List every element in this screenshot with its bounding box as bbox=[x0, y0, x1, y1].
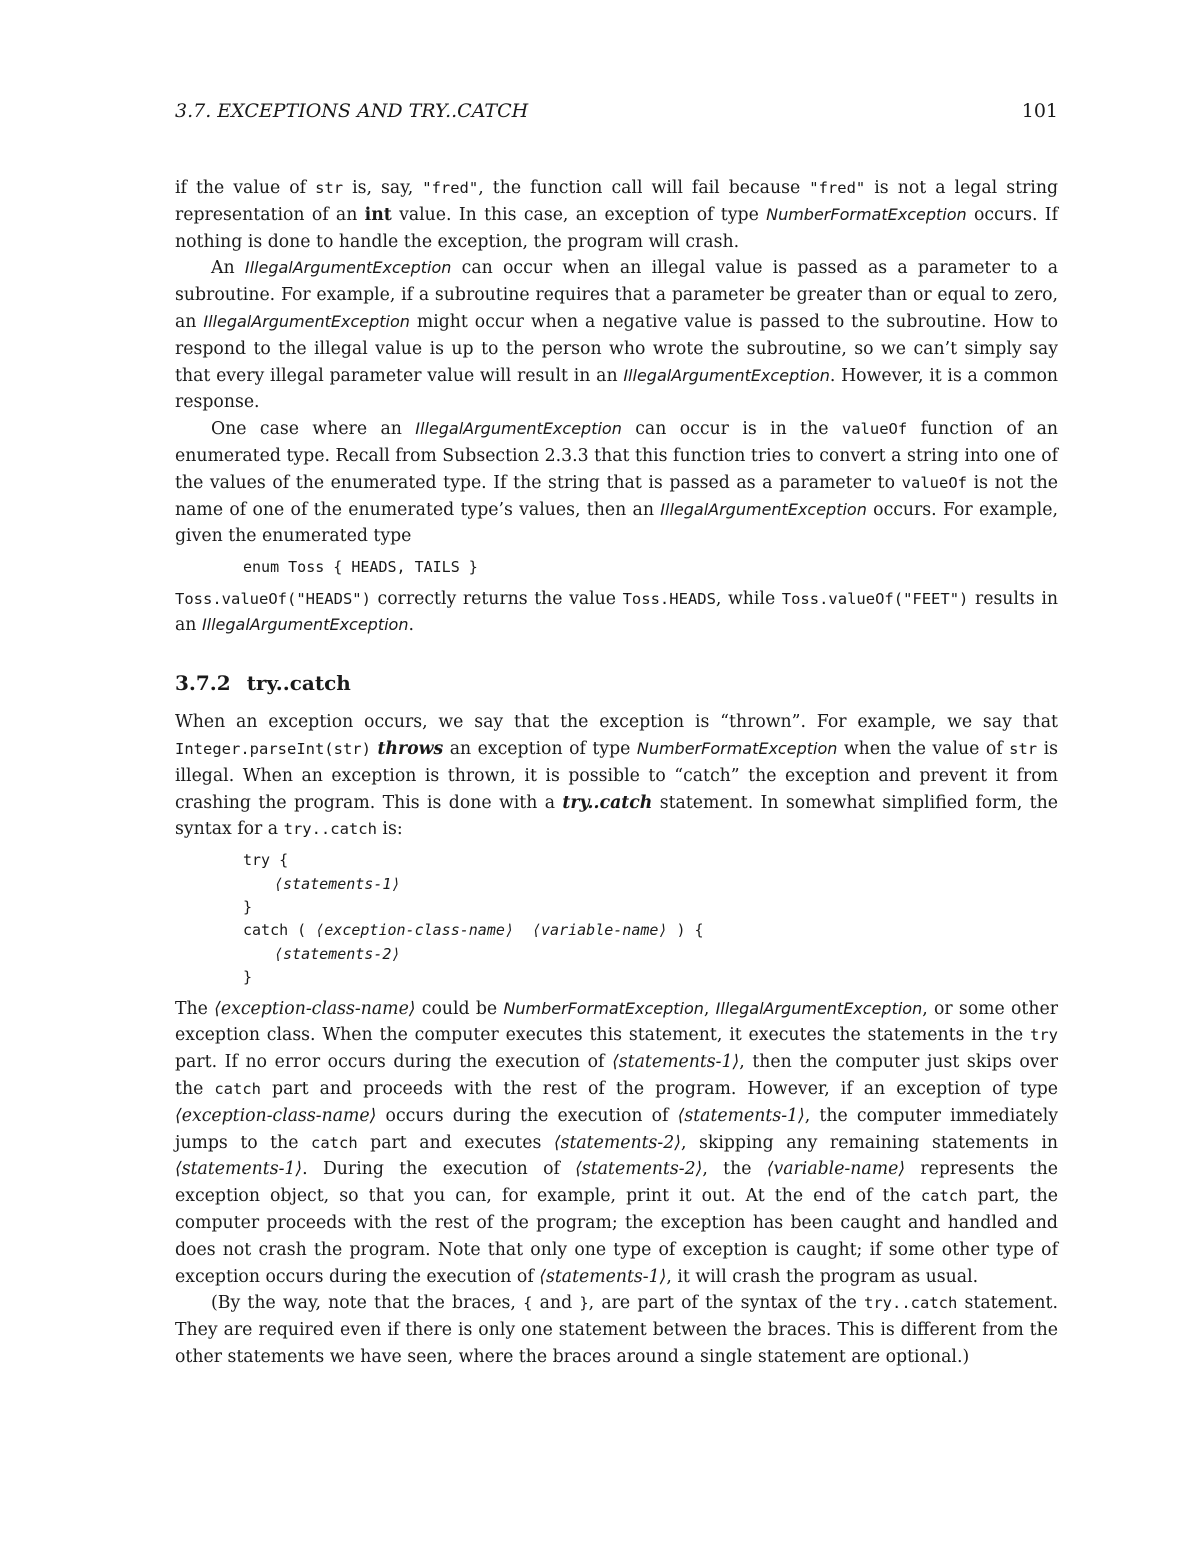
code-inline: Toss.valueOf("FEET") bbox=[781, 589, 969, 608]
paragraph-4 bbox=[175, 586, 1058, 640]
text: is not the name of one of the enumerated type’s values, then an bbox=[175, 472, 1058, 520]
paragraph-7 bbox=[175, 1290, 1058, 1370]
code-line: } bbox=[243, 968, 253, 987]
text: is not a legal string representation of an bbox=[175, 178, 1059, 225]
emphasis: throws bbox=[377, 738, 444, 759]
text: is, say, bbox=[343, 178, 423, 198]
emphasis: try..catch bbox=[562, 792, 653, 813]
text: . bbox=[408, 615, 414, 636]
section-number: 3.7.2 bbox=[175, 671, 231, 696]
text: statement. They are required even if there is only one statement between the braces. This is different from the other statements we have seen, where the braces around a single statement are optional.) bbox=[175, 1293, 1058, 1367]
text: . During the execution of bbox=[302, 1159, 576, 1180]
placeholder: ⟨exception-class-name⟩ bbox=[214, 998, 416, 1019]
text: part and proceeds with the rest of the program. However, if an exception of type bbox=[261, 1078, 1058, 1099]
text: can occur when an illegal value is passed as a parameter to a subroutine. For example, if a subroutine requires that a parameter be greater than or equal to zero, an bbox=[175, 258, 1058, 332]
text: is illegal. When an exception is thrown, it is possible to “catch” the exception and prevent it from crashing the program. This is done with a bbox=[175, 738, 1059, 813]
paragraph-3 bbox=[175, 416, 1058, 550]
section-title: try..catch bbox=[246, 671, 351, 696]
text: part. If no error occurs during the execution of bbox=[175, 1052, 613, 1073]
text: function of an enumerated type. Recall from Subsection 2.3.3 that this function tries to convert a string into one of the values of the enumerated type. If the string that is passed as a parameter to bbox=[175, 419, 1059, 493]
code-line: } bbox=[243, 897, 253, 916]
code-inline: catch bbox=[311, 1133, 358, 1152]
text: . However, it is a common response. bbox=[175, 365, 1058, 413]
code-text bbox=[514, 921, 532, 939]
text: when the value of bbox=[837, 738, 1010, 759]
code-inline: valueOf bbox=[841, 420, 908, 439]
class-name: NumberFormatException bbox=[766, 204, 967, 224]
text: , are part of the syntax of the bbox=[588, 1293, 864, 1314]
placeholder: ⟨statements-1⟩ bbox=[539, 1266, 667, 1287]
text: if the value of bbox=[175, 178, 316, 198]
code-inline: catch bbox=[920, 1187, 968, 1206]
placeholder: ⟨statements-1⟩ bbox=[677, 1105, 805, 1126]
placeholder: ⟨statements-2⟩ bbox=[553, 1132, 681, 1153]
text: an exception of type bbox=[443, 738, 637, 759]
paragraph-2 bbox=[175, 255, 1058, 416]
text: , while bbox=[715, 588, 782, 609]
text: , the bbox=[702, 1159, 767, 1180]
text: occurs. If nothing is done to handle the exception, the program will crash. bbox=[175, 204, 1058, 252]
code-inline: valueOf bbox=[901, 473, 967, 492]
class-name: IllegalArgumentException bbox=[660, 499, 867, 519]
text: part and executes bbox=[357, 1132, 554, 1153]
class-name: IllegalArgumentException bbox=[203, 311, 410, 331]
text: An bbox=[211, 258, 245, 279]
code-inline: Integer.parseInt(str) bbox=[175, 739, 371, 758]
text: The bbox=[175, 998, 215, 1019]
paragraph-6 bbox=[175, 996, 1058, 1291]
text: and bbox=[532, 1293, 580, 1314]
code-inline: str bbox=[1009, 739, 1038, 758]
code-line: try { bbox=[243, 851, 289, 870]
page bbox=[175, 100, 1058, 1371]
keyword: int bbox=[364, 204, 392, 225]
code-text: ) { bbox=[667, 921, 704, 940]
code-inline: Toss.HEADS bbox=[622, 589, 716, 608]
placeholder: ⟨statements-2⟩ bbox=[575, 1159, 703, 1180]
code-inline: "fred" bbox=[422, 179, 479, 197]
placeholder: ⟨statements-1⟩ bbox=[175, 1159, 303, 1180]
code-inline: catch bbox=[214, 1079, 261, 1098]
text: When an exception occurs, we say that the exception is “thrown”. For example, we say that bbox=[175, 712, 1058, 733]
code-inline: "fred" bbox=[809, 179, 866, 197]
text: could be bbox=[415, 998, 504, 1019]
text: , then the computer just skips over the bbox=[175, 1052, 1058, 1099]
running-header bbox=[175, 100, 1058, 130]
placeholder: ⟨variable-name⟩ bbox=[532, 921, 668, 940]
class-name: IllegalArgumentException bbox=[201, 615, 409, 635]
text: results in an bbox=[175, 588, 1058, 636]
code-text: catch ( bbox=[243, 921, 316, 940]
text: (By the way, note that the braces, bbox=[211, 1293, 524, 1314]
text: part, the computer proceeds with the rest of the program; the exception has been caught and handled and does not crash the program. Note that only one type of exception is caught; if some other type of exception occurs during the execution of bbox=[175, 1186, 1058, 1287]
code-block-try-catch bbox=[243, 849, 1058, 989]
paragraph-5 bbox=[175, 709, 1058, 843]
class-name: IllegalArgumentException bbox=[715, 998, 923, 1018]
text: can occur is in the bbox=[621, 419, 842, 440]
code-line bbox=[243, 919, 1058, 942]
text: occurs. For example, given the enumerated type bbox=[175, 499, 1058, 547]
text: represents the exception object, so that you can, for example, print it out. At the end of the bbox=[175, 1159, 1059, 1207]
running-title: 3.7. EXCEPTIONS AND TRY..CATCH bbox=[175, 100, 529, 122]
text: value. In this case, an exception of type bbox=[391, 204, 767, 225]
text: , skipping any remaining statements in bbox=[681, 1132, 1059, 1153]
class-name: IllegalArgumentException bbox=[415, 419, 622, 439]
text: is: bbox=[376, 819, 403, 840]
placeholder: ⟨variable-name⟩ bbox=[766, 1159, 906, 1180]
code-inline: str bbox=[315, 179, 344, 197]
placeholder: ⟨statements-1⟩ bbox=[612, 1052, 740, 1073]
text: , the computer immediately jumps to the bbox=[175, 1105, 1058, 1153]
class-name: IllegalArgumentException bbox=[244, 258, 452, 278]
code-inline: Toss.valueOf("HEADS") bbox=[175, 589, 371, 608]
body-text bbox=[175, 175, 1058, 1371]
code-line: ⟨statements-1⟩ bbox=[274, 874, 401, 893]
code-inline: try bbox=[1030, 1026, 1058, 1045]
section-heading bbox=[175, 669, 1058, 697]
placeholder: ⟨exception-class-name⟩ bbox=[175, 1105, 377, 1126]
page-number: 101 bbox=[1021, 100, 1058, 122]
code-inline: } bbox=[579, 1294, 589, 1313]
text: One case where an bbox=[211, 419, 416, 440]
code-inline: try..catch bbox=[283, 820, 377, 839]
text: , the function call will fail because bbox=[478, 178, 810, 198]
text: might occur when a negative value is passed to the subroutine. How to respond to the illegal value is up to the person who wrote the subroutine, so we can’t simply say that every illegal parameter value will result in an bbox=[175, 311, 1058, 386]
text: , it will crash the program as usual. bbox=[666, 1266, 979, 1287]
class-name: IllegalArgumentException bbox=[623, 365, 830, 385]
code-inline: try..catch bbox=[864, 1294, 958, 1313]
code-inline: { bbox=[523, 1294, 533, 1313]
text: , or some other exception class. When the computer executes this statement, it executes the statements in the bbox=[175, 998, 1058, 1046]
placeholder: ⟨exception-class-name⟩ bbox=[315, 921, 514, 940]
text: correctly returns the value bbox=[370, 588, 623, 609]
text: statement. In somewhat simplified form, the syntax for a bbox=[175, 792, 1058, 840]
class-name: NumberFormatException bbox=[636, 738, 838, 758]
code-block-enum: enum Toss { HEADS, TAILS } bbox=[243, 558, 478, 577]
code-line: ⟨statements-2⟩ bbox=[274, 944, 401, 963]
text: , bbox=[703, 998, 716, 1019]
text: occurs during the execution of bbox=[376, 1105, 678, 1126]
paragraph-1 bbox=[175, 175, 1058, 255]
class-name: NumberFormatException bbox=[503, 998, 704, 1018]
